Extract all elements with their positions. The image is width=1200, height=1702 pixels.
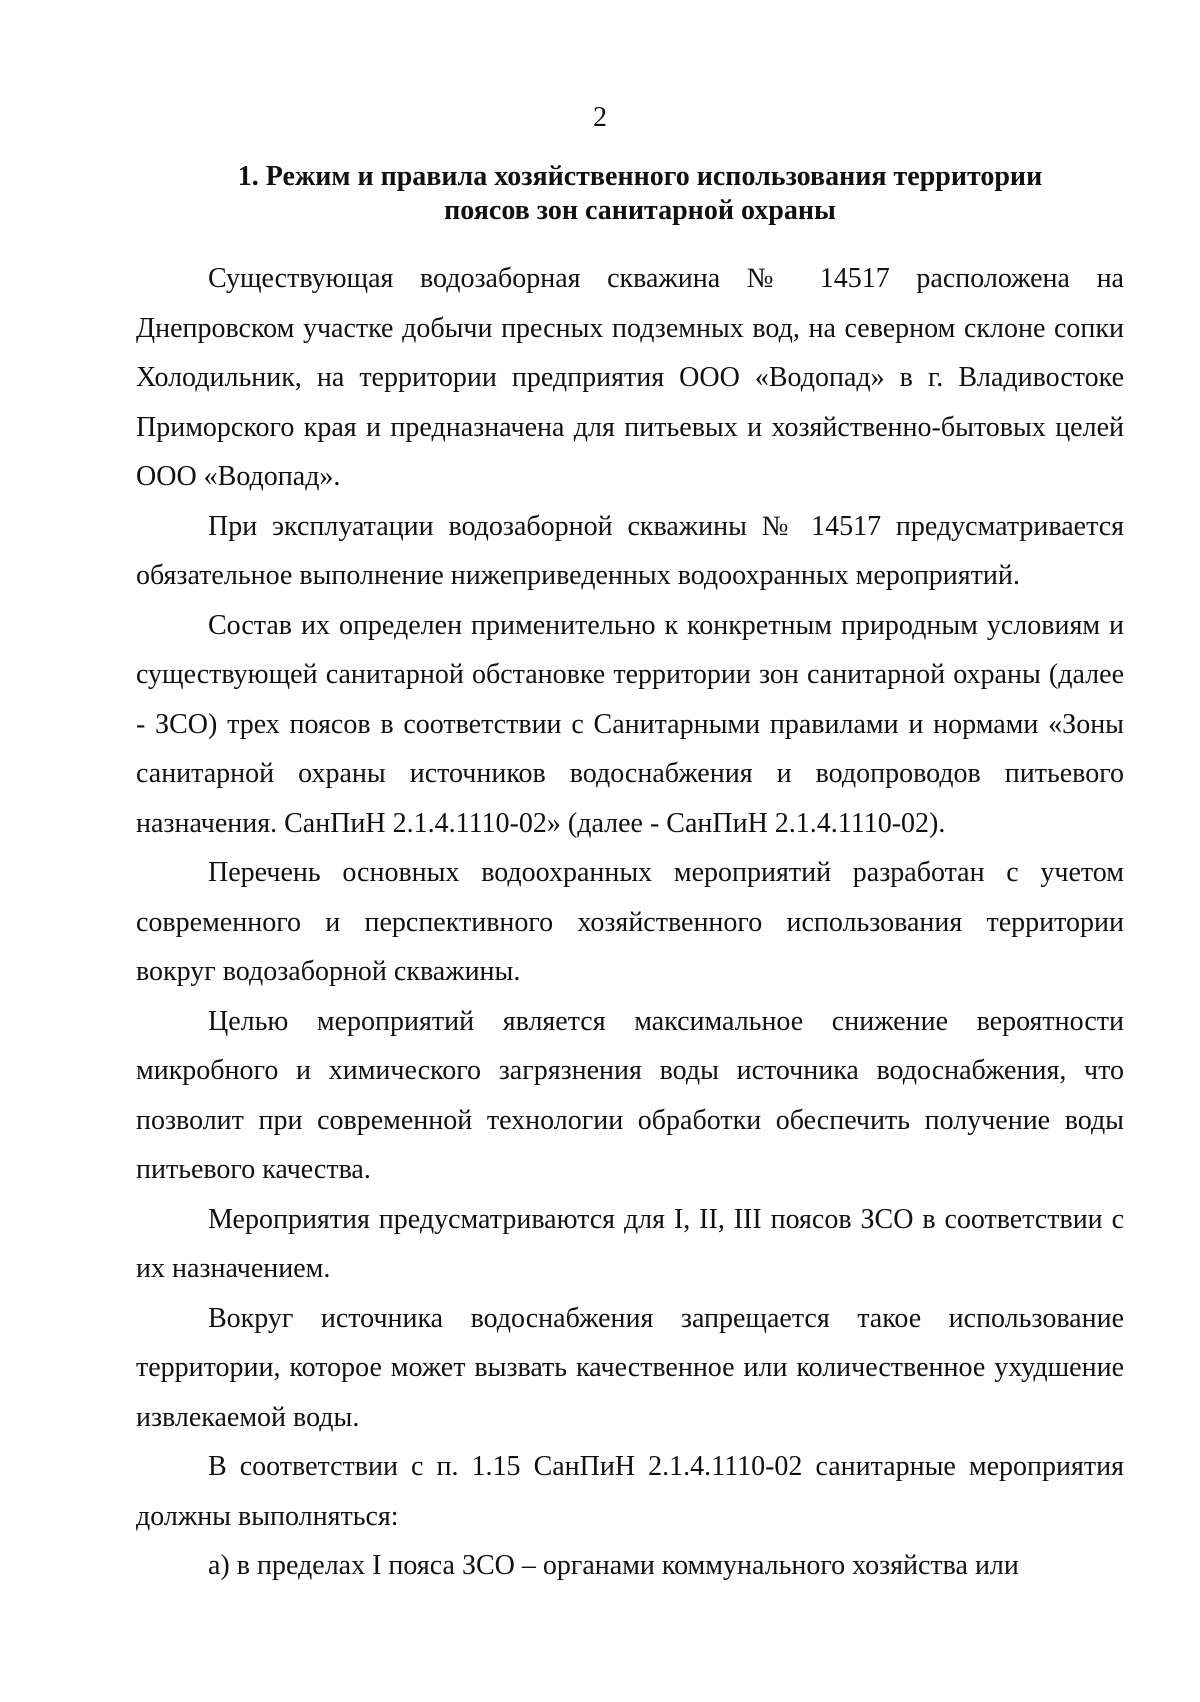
paragraph: В соответствии с п. 1.15 СанПиН 2.1.4.1110-02 санитарные мероприятия должны выполняться: [136, 1451, 1124, 1532]
paragraph: Вокруг источника водоснабжения запрещается такое использование территории, которое может вызвать качественное или количественное ухудшение извлекаемой воды. [136, 1302, 1124, 1433]
paragraph: Целью мероприятий является максимальное снижение вероятности микробного и химического загрязнения воды источника водоснабжения, что позволит при современной технологии обработки обеспечить получение воды питьевого качества. [136, 1005, 1124, 1185]
body-text [136, 254, 1124, 1591]
page-number: 2 [593, 102, 607, 133]
paragraph: Существующая водозаборная скважина № 14517 расположена на Днепровском участке добычи пресных подземных вод, на северном склоне сопки Холодильник, на территории предприятия ООО «Водопад» в г. Владивостоке Приморского края и предназначена для питьевых и хозяйственно-бытовых целей ООО «Водопад». [136, 263, 1124, 492]
section-heading [150, 160, 1130, 228]
paragraph: Мероприятия предусматриваются для I, II, III поясов ЗСО в соответствии с их назначением. [136, 1203, 1124, 1284]
paragraph: При эксплуатации водозаборной скважины № 14517 предусматривается обязательное выполнение нижеприведенных водоохранных мероприятий. [136, 510, 1124, 591]
paragraph: а) в пределах I пояса ЗСО – органами коммунального хозяйства или [208, 1550, 1019, 1581]
paragraph: Состав их определен применительно к конкретным природным условиям и существующей санитарной обстановке территории зон санитарной охраны (далее - ЗСО) трех поясов в соответствии с Санитарными правилами и нормами «Зоны санитарной охраны источников водоснабжения и водопроводов питьевого назначения. СанПиН 2.1.4.1110-02» (далее - СанПиН 2.1.4.1110-02). [136, 609, 1124, 839]
section-heading-line-2: поясов зон санитарной охраны [444, 195, 836, 226]
paragraph: Перечень основных водоохранных мероприятий разработан с учетом современного и перспективного хозяйственного использования территории вокруг водозаборной скважины. [136, 857, 1124, 987]
section-heading-line-1: 1. Режим и правила хозяйственного использования территории [237, 161, 1043, 192]
